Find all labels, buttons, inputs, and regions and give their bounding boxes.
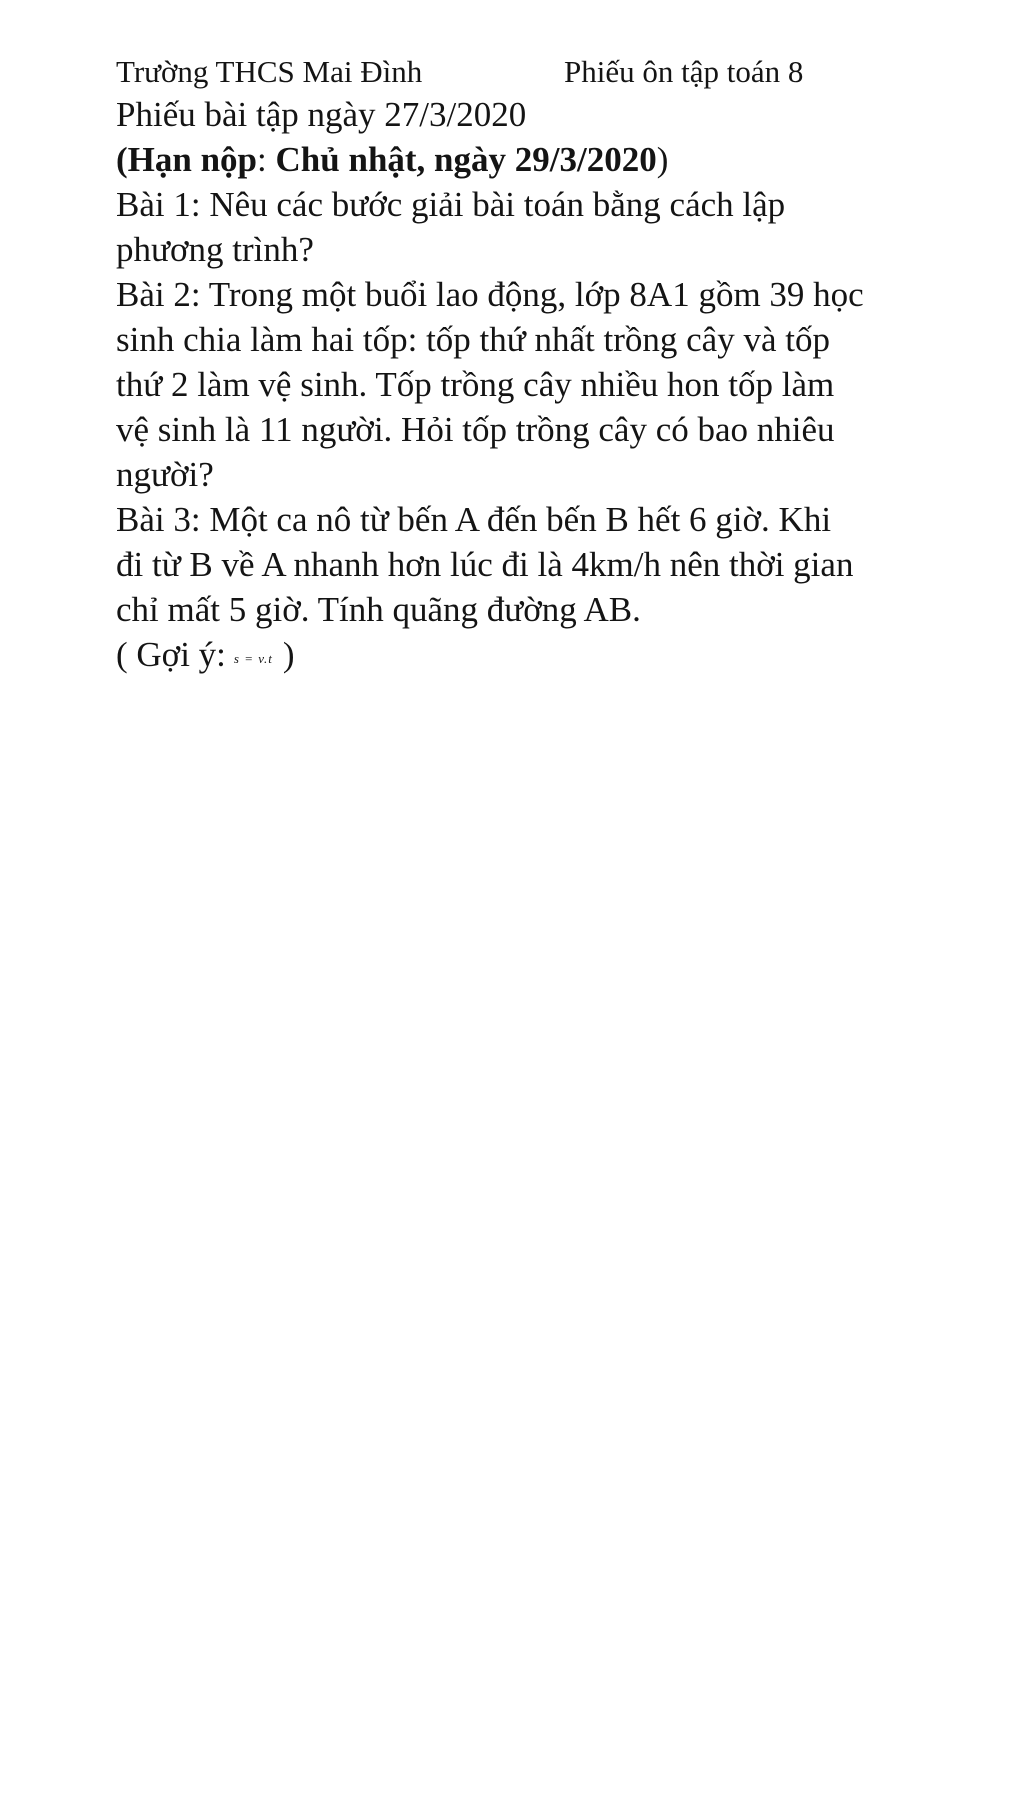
school-name: Trường THCS Mai Đình — [116, 54, 423, 89]
deadline-colon: : — [257, 140, 276, 179]
hint-suffix: ) — [282, 635, 295, 674]
exercise-line: vệ sinh là 11 người. Hỏi tốp trồng cây có bao nhiêu — [116, 410, 835, 449]
exercise-line: sinh chia làm hai tốp: tốp thứ nhất trồng cây và tốp — [116, 320, 830, 359]
exercise-line: thứ 2 làm vệ sinh. Tốp trồng cây nhiều hon tốp làm — [116, 365, 835, 404]
worksheet-date: Phiếu bài tập ngày 27/3/2020 — [116, 95, 527, 134]
exercise-line: phương trình? — [116, 230, 314, 269]
exercise-2 — [116, 272, 936, 497]
exercise-line: Bài 2: Trong một buổi lao động, lớp 8A1 gồm 39 học — [116, 275, 864, 314]
exercise-1 — [116, 182, 936, 272]
deadline-value: Chủ nhật, ngày 29/3/2020 — [275, 140, 657, 179]
exercise-line: Bài 1: Nêu các bước giải bài toán bằng cách lập — [116, 185, 786, 224]
worksheet-page — [116, 52, 936, 681]
deadline-open-paren: ( — [116, 140, 128, 179]
exercise-line: chỉ mất 5 giờ. Tính quãng đường AB. — [116, 590, 641, 629]
exercise-line: đi từ B về A nhanh hơn lúc đi là 4km/h nên thời gian — [116, 545, 854, 584]
exercise-line: Bài 3: Một ca nô từ bến A đến bến B hết 6 giờ. Khi — [116, 500, 832, 539]
worksheet-subject: Phiếu ôn tập toán 8 — [564, 54, 804, 89]
hint-prefix: ( Gợi ý: — [116, 635, 226, 674]
worksheet-header — [116, 52, 936, 92]
deadline-label: Hạn nộp — [127, 140, 258, 179]
exercise-line: người? — [116, 455, 214, 494]
submission-deadline — [116, 137, 936, 182]
exercise-3 — [116, 497, 936, 632]
deadline-close-paren: ) — [656, 140, 669, 179]
hint-formula: s = v.t — [233, 651, 273, 666]
hint-line — [116, 632, 936, 681]
